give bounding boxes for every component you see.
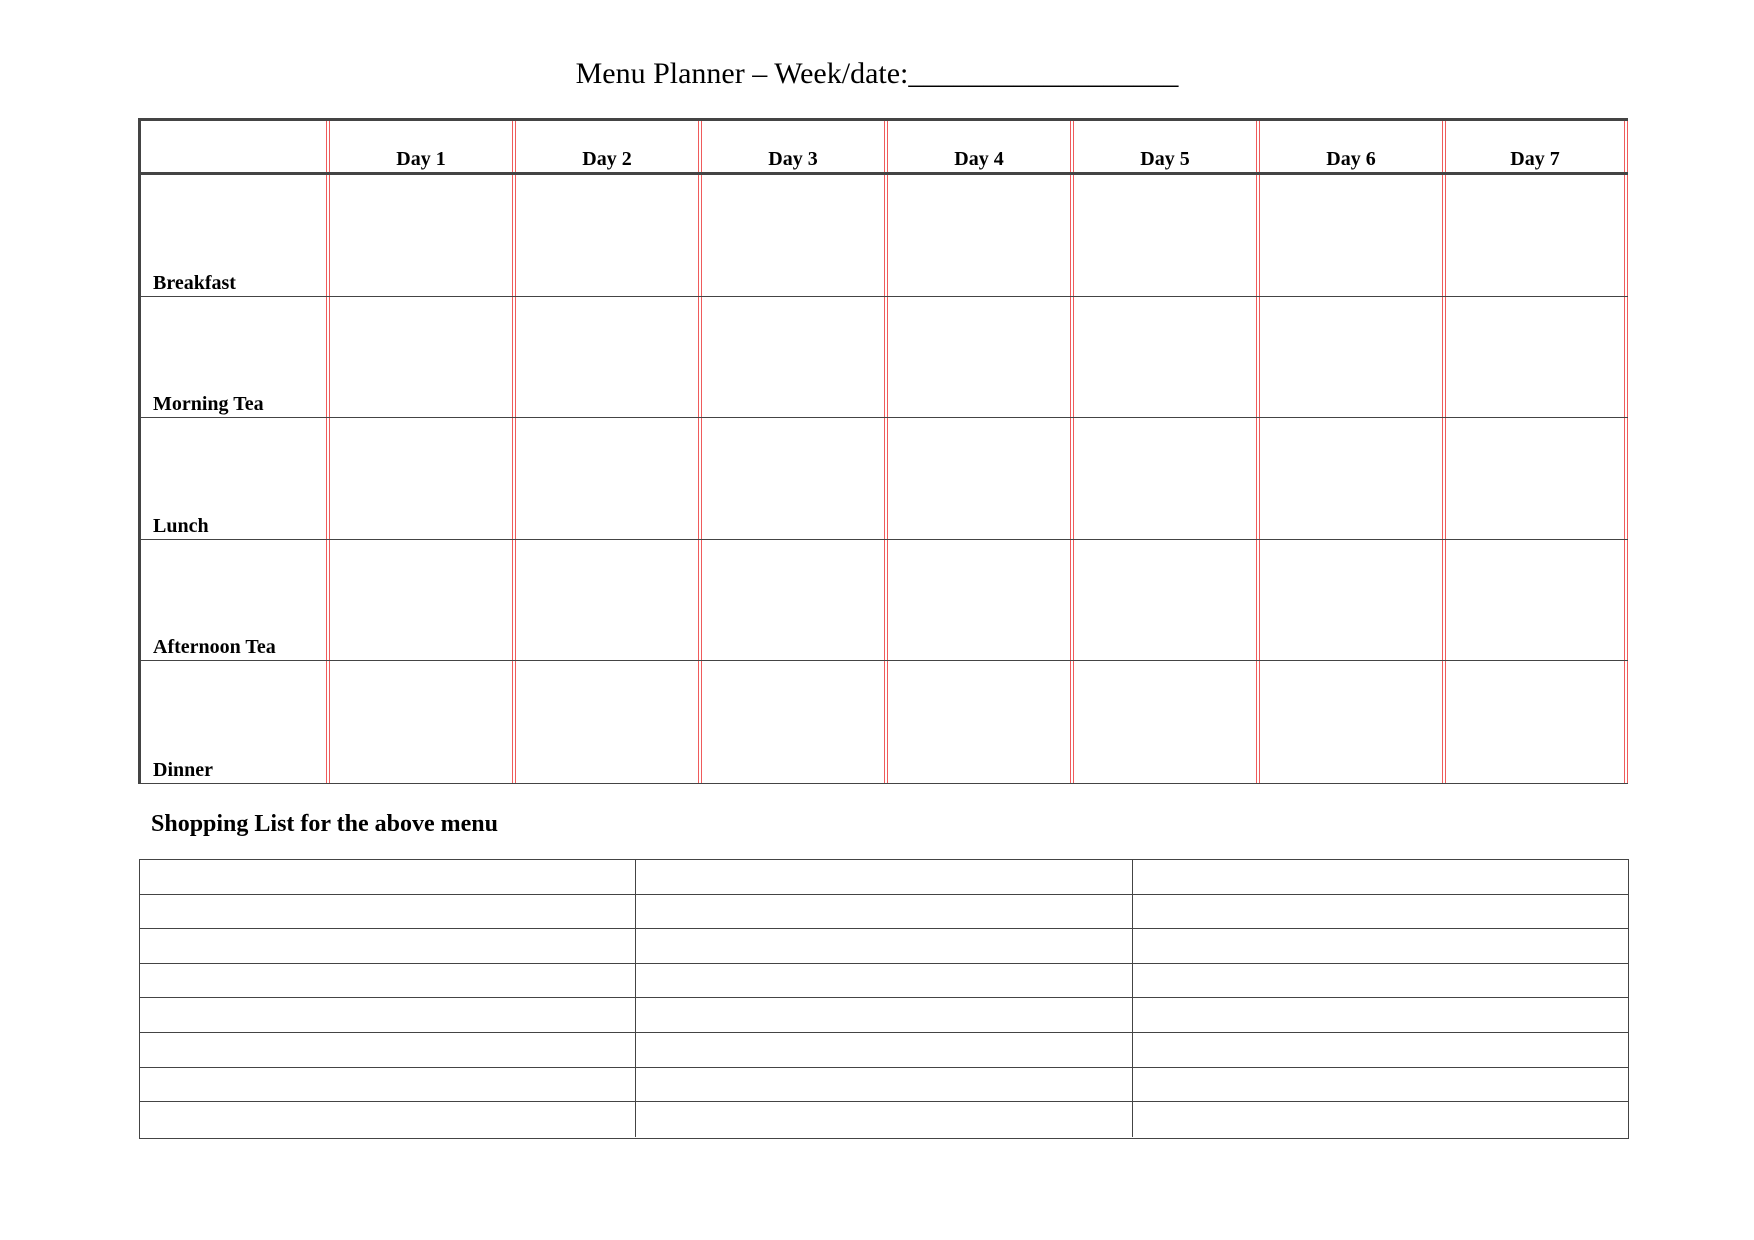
day-header-7: Day 7 — [1442, 121, 1628, 172]
meal-cell[interactable] — [1256, 661, 1442, 783]
shopping-list-cell[interactable] — [636, 860, 1132, 894]
meal-cell[interactable] — [1070, 661, 1256, 783]
day-header-5: Day 5 — [1070, 121, 1256, 172]
shopping-list-row — [140, 1033, 1628, 1068]
shopping-list-heading: Shopping List for the above menu — [151, 811, 498, 837]
shopping-list-row — [140, 895, 1628, 930]
meal-cell[interactable] — [698, 540, 884, 661]
shopping-list-cell[interactable] — [1133, 929, 1628, 963]
meal-row-breakfast — [141, 175, 1628, 297]
shopping-list-cell[interactable] — [1133, 998, 1628, 1032]
shopping-list-row — [140, 1068, 1628, 1103]
meal-cell[interactable] — [326, 175, 512, 296]
shopping-list-cell[interactable] — [140, 1102, 636, 1137]
day-header-2: Day 2 — [512, 121, 698, 172]
meal-cell[interactable] — [884, 661, 1070, 783]
menu-planner-table — [138, 118, 1628, 784]
meal-cell[interactable] — [884, 418, 1070, 539]
day-header-4: Day 4 — [884, 121, 1070, 172]
meal-cell[interactable] — [326, 540, 512, 661]
shopping-list-cell[interactable] — [636, 1102, 1132, 1137]
shopping-list-cell[interactable] — [140, 929, 636, 963]
shopping-list-cell[interactable] — [140, 1033, 636, 1067]
shopping-list-row — [140, 1102, 1628, 1137]
meal-cell[interactable] — [884, 175, 1070, 296]
meal-cell[interactable] — [326, 661, 512, 783]
meal-label: Dinner — [153, 758, 213, 781]
meal-cell[interactable] — [1070, 540, 1256, 661]
meal-row-afternoon-tea — [141, 540, 1628, 662]
meal-cell[interactable] — [1256, 540, 1442, 661]
day-header-6: Day 6 — [1256, 121, 1442, 172]
meal-cell[interactable] — [1442, 175, 1628, 296]
shopping-list-cell[interactable] — [636, 998, 1132, 1032]
meal-row-morning-tea — [141, 297, 1628, 419]
shopping-list-cell[interactable] — [636, 929, 1132, 963]
shopping-list-cell[interactable] — [140, 1068, 636, 1102]
meal-label: Morning Tea — [153, 393, 264, 415]
shopping-list-cell[interactable] — [1133, 860, 1628, 894]
shopping-list-cell[interactable] — [1133, 1102, 1628, 1137]
shopping-list-cell[interactable] — [636, 895, 1132, 929]
meal-cell[interactable] — [884, 540, 1070, 661]
meal-cell[interactable] — [698, 418, 884, 539]
shopping-list-cell[interactable] — [140, 895, 636, 929]
meal-cell[interactable] — [1442, 297, 1628, 418]
shopping-list-cell[interactable] — [636, 1033, 1132, 1067]
shopping-list-cell[interactable] — [1133, 1033, 1628, 1067]
meal-cell[interactable] — [512, 297, 698, 418]
shopping-list-cell[interactable] — [636, 1068, 1132, 1102]
shopping-list-cell[interactable] — [140, 998, 636, 1032]
shopping-list-cell[interactable] — [1133, 1068, 1628, 1102]
shopping-list-table — [139, 859, 1629, 1139]
shopping-list-row — [140, 998, 1628, 1033]
meal-cell[interactable] — [1256, 175, 1442, 296]
meal-cell[interactable] — [698, 661, 884, 783]
meal-cell[interactable] — [1256, 297, 1442, 418]
planner-header-row — [141, 121, 1628, 175]
shopping-list-cell[interactable] — [140, 964, 636, 998]
shopping-list-cell[interactable] — [1133, 895, 1628, 929]
meal-cell[interactable] — [326, 297, 512, 418]
shopping-list-cell[interactable] — [636, 964, 1132, 998]
meal-cell[interactable] — [884, 297, 1070, 418]
shopping-list-cell[interactable] — [1133, 964, 1628, 998]
shopping-list-row — [140, 964, 1628, 999]
meal-cell[interactable] — [1070, 418, 1256, 539]
day-header-3: Day 3 — [698, 121, 884, 172]
meal-row-lunch — [141, 418, 1628, 540]
meal-cell[interactable] — [1442, 418, 1628, 539]
meal-cell[interactable] — [1070, 175, 1256, 296]
meal-cell[interactable] — [1442, 540, 1628, 661]
meal-label: Afternoon Tea — [153, 636, 276, 658]
meal-label: Breakfast — [153, 271, 236, 294]
shopping-list-cell[interactable] — [140, 860, 636, 894]
day-header-1: Day 1 — [326, 121, 512, 172]
page-title: Menu Planner – Week/date:__________________ — [575, 57, 1179, 90]
meal-cell[interactable] — [1070, 297, 1256, 418]
meal-cell[interactable] — [698, 175, 884, 296]
shopping-list-row — [140, 929, 1628, 964]
meal-cell[interactable] — [1442, 661, 1628, 783]
meal-cell[interactable] — [512, 661, 698, 783]
meal-cell[interactable] — [512, 540, 698, 661]
meal-cell[interactable] — [1256, 418, 1442, 539]
meal-cell[interactable] — [512, 418, 698, 539]
shopping-list-row — [140, 860, 1628, 895]
meal-row-dinner — [141, 661, 1628, 783]
meal-cell[interactable] — [512, 175, 698, 296]
meal-cell[interactable] — [698, 297, 884, 418]
meal-cell[interactable] — [326, 418, 512, 539]
meal-label: Lunch — [153, 514, 209, 537]
planner-corner-cell — [141, 121, 326, 172]
